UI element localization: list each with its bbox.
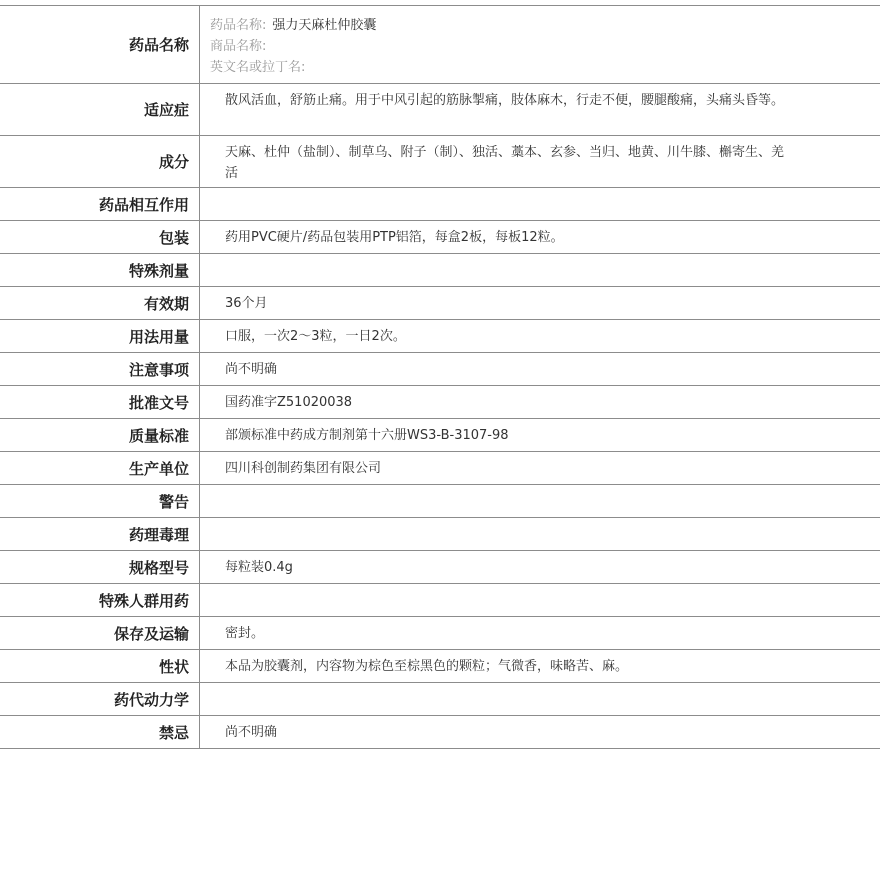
row-label: 质量标准 — [0, 419, 200, 451]
row-special-dosage — [0, 254, 880, 287]
row-value: 口服，一次2～3粒，一日2次。 — [225, 328, 406, 344]
row-shelf-life — [0, 287, 880, 320]
row-specification — [0, 551, 880, 584]
row-value: 尚不明确 — [225, 361, 278, 377]
row-value: 国药准字Z51020038 — [225, 394, 353, 410]
row-label: 药品相互作用 — [0, 188, 200, 220]
trade-name-line — [210, 36, 376, 57]
row-value: 天麻、杜仲（盐制）、制草乌、附子（制）、独活、藁本、玄参、当归、地黄、川牛膝、槲寄生、羌活 — [225, 145, 785, 181]
row-label: 特殊剂量 — [0, 254, 200, 286]
generic-name-line — [210, 15, 376, 36]
row-value — [200, 188, 880, 220]
drug-name-label: 药品名称 — [0, 6, 200, 83]
row-value: 尚不明确 — [225, 724, 278, 740]
row-warning — [0, 485, 880, 518]
row-value — [200, 485, 880, 517]
row-value: 密封。 — [225, 625, 265, 641]
row-usage — [0, 320, 880, 353]
row-pharmacokinetics — [0, 683, 880, 716]
row-quality-standard — [0, 419, 880, 452]
row-description — [0, 650, 880, 683]
row-label: 性状 — [0, 650, 200, 682]
row-value — [200, 518, 880, 550]
row-value: 散风活血，舒筋止痛。用于中风引起的筋脉掣痛，肢体麻木，行走不便，腰腿酸痛，头痛头昏等。 — [225, 93, 785, 108]
row-ingredients — [0, 136, 880, 188]
row-value — [200, 584, 880, 616]
row-value: 本品为胶囊剂，内容物为棕色至棕黑色的颗粒；气微香，味略苦、麻。 — [225, 658, 629, 674]
row-label: 用法用量 — [0, 320, 200, 352]
row-label: 成分 — [0, 136, 200, 187]
row-label: 药代动力学 — [0, 683, 200, 715]
row-approval-number — [0, 386, 880, 419]
row-label: 保存及运输 — [0, 617, 200, 649]
row-label: 批准文号 — [0, 386, 200, 418]
english-name-label: 英文名或拉丁名: — [210, 60, 306, 75]
row-pharmacology — [0, 518, 880, 551]
row-label: 规格型号 — [0, 551, 200, 583]
row-value: 36个月 — [225, 295, 268, 311]
drug-name-values — [200, 6, 386, 83]
row-value: 每粒装0.4g — [225, 559, 293, 575]
row-label: 禁忌 — [0, 716, 200, 748]
english-name-line — [210, 57, 376, 78]
row-precautions — [0, 353, 880, 386]
drug-info-table — [0, 5, 880, 749]
row-manufacturer — [0, 452, 880, 485]
row-label: 生产单位 — [0, 452, 200, 484]
trade-name-label: 商品名称: — [210, 39, 267, 54]
row-value — [200, 254, 880, 286]
row-special-populations — [0, 584, 880, 617]
row-value: 药用PVC硬片/药品包装用PTP铝箔，每盒2板，每板12粒。 — [225, 229, 564, 245]
row-value: 部颁标准中药成方制剂第十六册WS3-B-3107-98 — [225, 427, 509, 443]
row-indications — [0, 84, 880, 136]
row-label: 包装 — [0, 221, 200, 253]
row-value: 四川科创制药集团有限公司 — [225, 460, 382, 476]
row-label: 警告 — [0, 485, 200, 517]
generic-name-label: 药品名称: — [210, 18, 267, 33]
row-packaging — [0, 221, 880, 254]
row-value — [200, 683, 880, 715]
drug-name-row — [0, 6, 880, 84]
row-label: 注意事项 — [0, 353, 200, 385]
row-label: 药理毒理 — [0, 518, 200, 550]
row-storage — [0, 617, 880, 650]
row-label: 适应症 — [0, 84, 200, 135]
row-label: 特殊人群用药 — [0, 584, 200, 616]
row-contraindications — [0, 716, 880, 749]
generic-name-value: 强力天麻杜仲胶囊 — [272, 18, 377, 33]
row-interactions — [0, 188, 880, 221]
row-label: 有效期 — [0, 287, 200, 319]
